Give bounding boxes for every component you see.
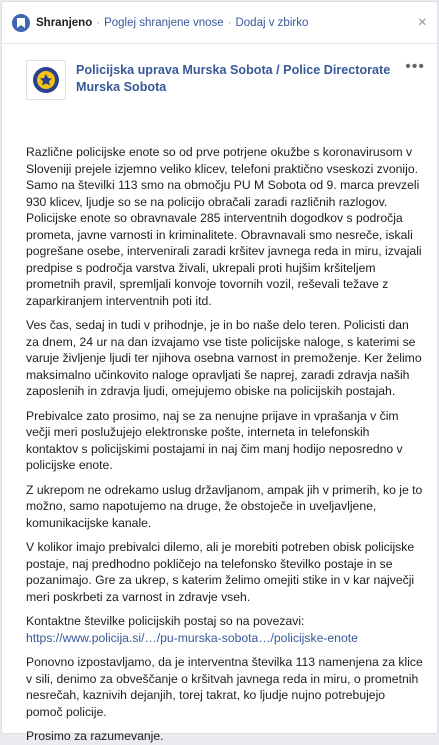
page-name-link[interactable]: Policijska uprava Murska Sobota / Police Directorate Murska Sobota [76,63,391,94]
post-paragraph: V kolikor imajo prebivalci dilemo, ali je morebiti potreben obisk policijske postaje, naj predhodno pokličejo na telefonsko številko postaje in se pozanimajo. Gre za ukrep, s katerim želimo omejiti stike in v kar največji meri poskrbeti za varnost in zdravje vseh. [26,540,415,604]
post-paragraph: Različne policijske enote so od prve potrjene okužbe s koronavirusom v Sloveniji prejele izjemno veliko klicev, telefoni praktično vseskozi zvonijo. Samo na številki 113 smo na območju PU M Sobota od 9. marca prevzeli 930 klicev, ljudje so se na policijo obračali zaradi različnih razlogov. Policijske enote so obravnavale 285 interventnih dogodkov s področja prometa, javne varnosti in kriminalitete. Obravnavali smo nesreče, iskali pogrešane osebe, intervenirali zaradi kršitev javnega reda in miru, izvajali predpise s področja varstva živali, ukrepali proti hujšim kršiteljem prometnih pravil, spremljali konvoje tovornih vozil, reševali težave z zaparkiranjem interventnih poti itd. [26,145,422,308]
view-saved-link[interactable]: Poglej shranjene vnose [104,16,224,29]
close-icon[interactable]: × [417,13,427,31]
post-closing: Prosimo za razumevanje. [26,729,164,743]
post-paragraph: Ves čas, sedaj in tudi v prihodnje, je in bo naše delo teren. Policisti dan za dnem, 24 ur na dan izvajamo vse tiste policijske naloge, s katerimi se varuje življenje ljudi ter njihova osebna varnost in premoženje. Ker želimo maksimalno učinkovito naloge opravljati še naprej, zaradi zdravja naših zaposlenih in zdravja ljudi, omejujemo obiske na policijskih postajah. [26,318,422,398]
separator: · [96,16,101,29]
post-card [1,1,438,743]
more-options-icon[interactable]: ••• [405,58,425,75]
separator: · [227,16,232,29]
saved-label: Shranjeno [36,16,93,29]
police-badge-icon [31,65,61,95]
contact-paragraph [26,613,425,646]
contact-link[interactable]: https://www.policija.si/…/pu-murska-sobota…/policijske-enote [26,630,358,645]
bookmark-icon [12,14,30,32]
post-body [2,100,437,745]
saved-bar [2,2,437,44]
avatar[interactable] [26,60,66,100]
add-to-collection-link[interactable]: Dodaj v zbirko [235,16,309,29]
post-header [2,44,437,100]
post-paragraph: Ponovno izpostavljamo, da je interventna številka 113 namenjena za klice v sili, denimo za obveščanje o kršitvah javnega reda in miru, o prometnih nesrečah, kaznivih dejanjih, torej takrat, ko ljudje nujno potrebujejo pomoč policije. [26,655,423,719]
post-paragraph: Prebivalce zato prosimo, naj se za nenujne prijave in vprašanja v čim večji meri poslužujejo elektronske pošte, interneta in telefonskih kontaktov s policijskimi postajami in naj čim manj hodijo neposredno v policijske enote. [26,408,403,472]
post-paragraph: Z ukrepom ne odrekamo uslug državljanom, ampak jih v primerih, ko je to možno, samo napotujemo na druge, že obstoječe in uveljavljene, komunikacijske kanale. [26,482,423,530]
contact-intro: Kontaktne številke policijskih postaj so na povezavi: [26,614,305,628]
